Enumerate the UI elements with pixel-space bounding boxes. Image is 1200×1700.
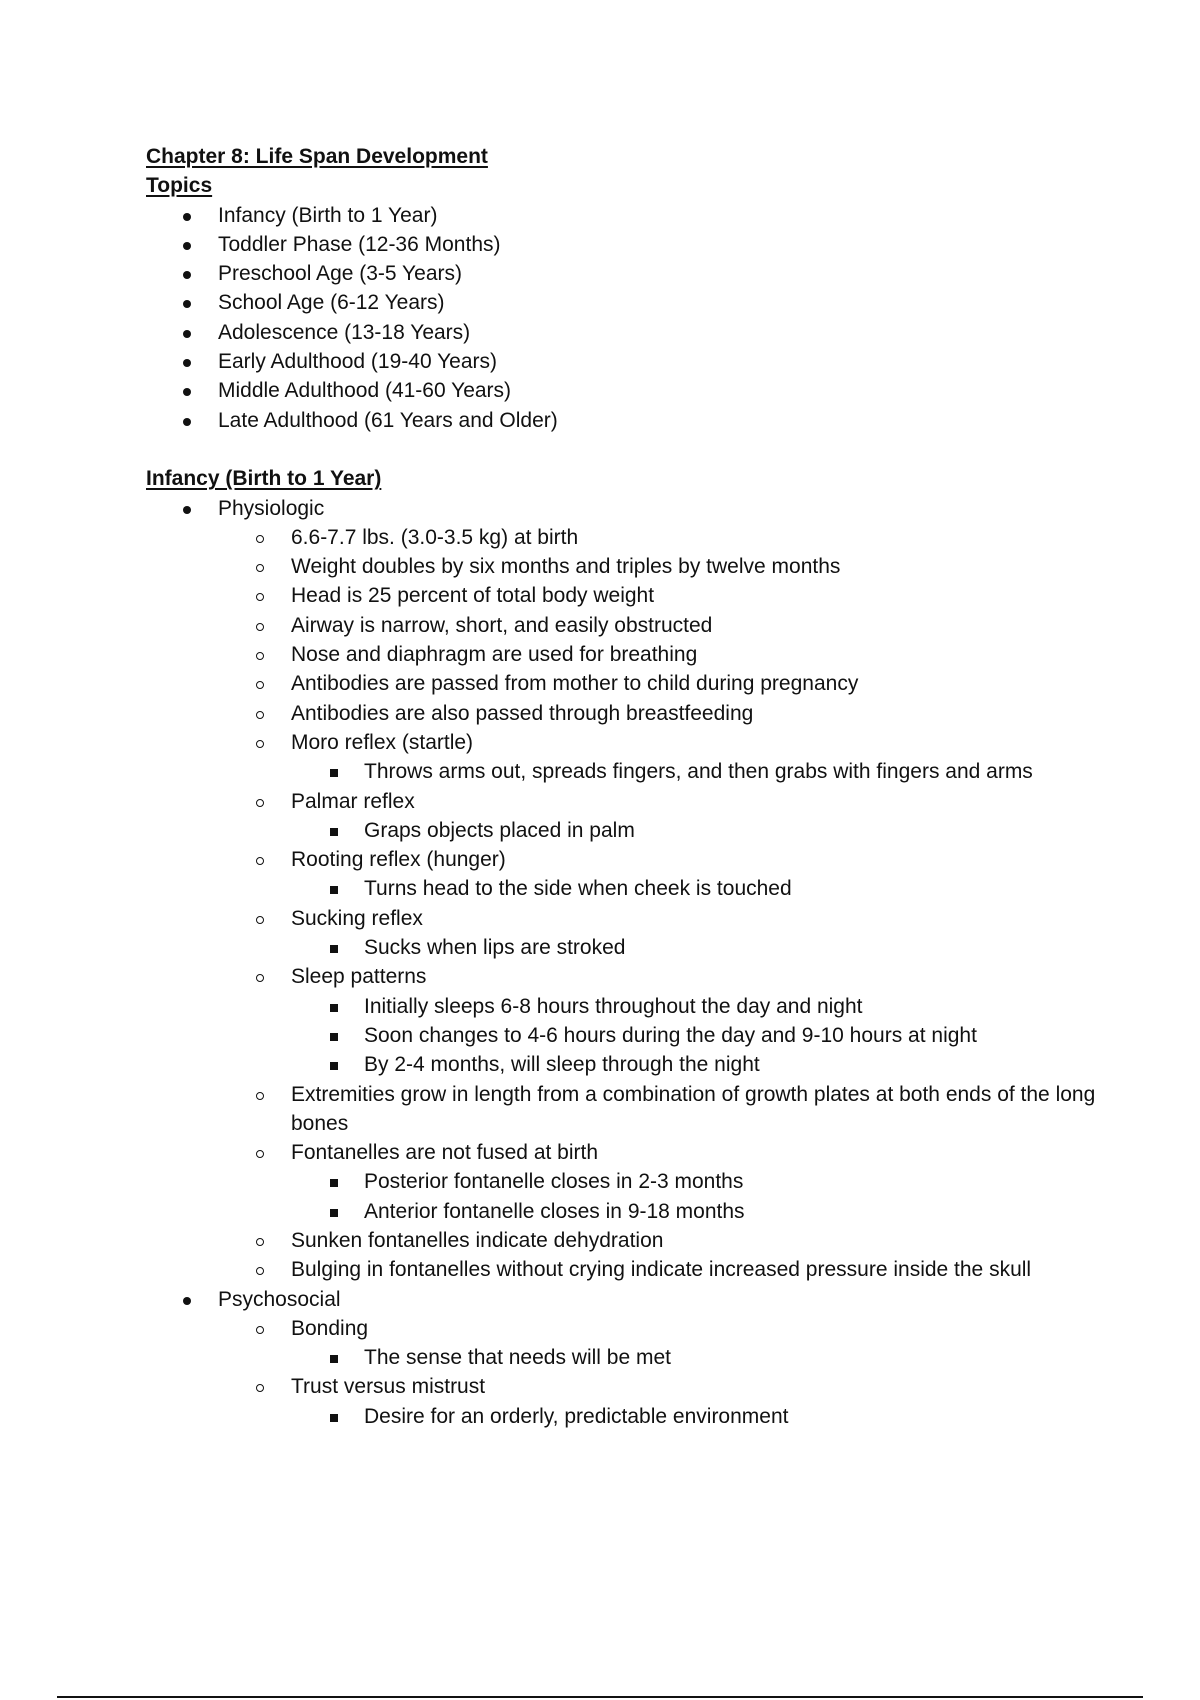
bullet-disc-icon bbox=[183, 388, 191, 396]
bullet-square-icon bbox=[330, 1033, 338, 1041]
bullet-square-icon bbox=[330, 1062, 338, 1070]
list-item: The sense that needs will be met bbox=[146, 1343, 1126, 1372]
list-item: Preschool Age (3-5 Years) bbox=[146, 259, 1126, 288]
list-item: Airway is narrow, short, and easily obstructed bbox=[146, 611, 1126, 640]
bullet-disc-icon bbox=[183, 359, 191, 367]
bullet-circle-icon bbox=[256, 916, 264, 924]
bullet-circle-icon bbox=[256, 564, 264, 572]
list-item: Middle Adulthood (41-60 Years) bbox=[146, 376, 1126, 405]
list-item: Nose and diaphragm are used for breathing bbox=[146, 640, 1126, 669]
bullet-circle-icon bbox=[256, 1092, 264, 1100]
bullet-circle-icon bbox=[256, 1150, 264, 1158]
bullet-square-icon bbox=[330, 1209, 338, 1217]
list-item: Sleep patterns bbox=[146, 962, 1126, 991]
list-item: Palmar reflex bbox=[146, 787, 1126, 816]
bullet-disc-icon bbox=[183, 271, 191, 279]
document-page bbox=[146, 142, 1126, 1431]
bullet-square-icon bbox=[330, 886, 338, 894]
list-item: Trust versus mistrust bbox=[146, 1372, 1126, 1401]
list-item: Infancy (Birth to 1 Year) bbox=[146, 201, 1126, 230]
infancy-list bbox=[146, 494, 1126, 1432]
bullet-circle-icon bbox=[256, 711, 264, 719]
list-item: Adolescence (13-18 Years) bbox=[146, 318, 1126, 347]
bullet-square-icon bbox=[330, 1004, 338, 1012]
bullet-circle-icon bbox=[256, 974, 264, 982]
bullet-square-icon bbox=[330, 945, 338, 953]
list-item: By 2-4 months, will sleep through the night bbox=[146, 1050, 1126, 1079]
list-item: Antibodies are also passed through breastfeeding bbox=[146, 699, 1126, 728]
infancy-heading: Infancy (Birth to 1 Year) bbox=[146, 467, 382, 491]
bullet-disc-icon bbox=[183, 213, 191, 221]
bullet-disc-icon bbox=[183, 330, 191, 338]
bullet-disc-icon bbox=[183, 242, 191, 250]
bullet-circle-icon bbox=[256, 1238, 264, 1246]
list-item: Sunken fontanelles indicate dehydration bbox=[146, 1226, 1126, 1255]
list-item: Graps objects placed in palm bbox=[146, 816, 1126, 845]
bullet-square-icon bbox=[330, 1179, 338, 1187]
bullet-circle-icon bbox=[256, 623, 264, 631]
list-item: Bulging in fontanelles without crying indicate increased pressure inside the skull bbox=[146, 1255, 1126, 1284]
list-item: Sucks when lips are stroked bbox=[146, 933, 1126, 962]
chapter-title: Chapter 8: Life Span Development bbox=[146, 145, 488, 168]
list-item: Rooting reflex (hunger) bbox=[146, 845, 1126, 874]
list-item: Moro reflex (startle) bbox=[146, 728, 1126, 757]
list-item: Turns head to the side when cheek is touched bbox=[146, 874, 1126, 903]
bullet-disc-icon bbox=[183, 506, 191, 514]
bullet-square-icon bbox=[330, 1355, 338, 1363]
list-item: Posterior fontanelle closes in 2-3 months bbox=[146, 1167, 1126, 1196]
list-item: Early Adulthood (19-40 Years) bbox=[146, 347, 1126, 376]
list-item: Weight doubles by six months and triples by twelve months bbox=[146, 552, 1126, 581]
list-item: Toddler Phase (12-36 Months) bbox=[146, 230, 1126, 259]
list-item: Late Adulthood (61 Years and Older) bbox=[146, 406, 1126, 435]
list-item: Throws arms out, spreads fingers, and then grabs with fingers and arms bbox=[146, 757, 1126, 786]
page-bottom-rule bbox=[57, 1696, 1143, 1698]
bullet-circle-icon bbox=[256, 799, 264, 807]
bullet-square-icon bbox=[330, 769, 338, 777]
list-item: Desire for an orderly, predictable environment bbox=[146, 1402, 1126, 1431]
list-item: Antibodies are passed from mother to child during pregnancy bbox=[146, 669, 1126, 698]
list-item: Soon changes to 4-6 hours during the day and 9-10 hours at night bbox=[146, 1021, 1126, 1050]
list-item: Physiologic bbox=[146, 494, 1126, 523]
topics-heading: Topics bbox=[146, 174, 213, 198]
bullet-square-icon bbox=[330, 1414, 338, 1422]
bullet-circle-icon bbox=[256, 1384, 264, 1392]
list-item: School Age (6-12 Years) bbox=[146, 288, 1126, 317]
list-item: Extremities grow in length from a combination of growth plates at both ends of the long bones bbox=[146, 1080, 1131, 1139]
bullet-disc-icon bbox=[183, 300, 191, 308]
bullet-circle-icon bbox=[256, 1267, 264, 1275]
bullet-circle-icon bbox=[256, 857, 264, 865]
bullet-circle-icon bbox=[256, 1326, 264, 1334]
bullet-circle-icon bbox=[256, 593, 264, 601]
bullet-circle-icon bbox=[256, 740, 264, 748]
spacer bbox=[146, 435, 1126, 464]
list-item: Anterior fontanelle closes in 9-18 months bbox=[146, 1197, 1126, 1226]
bullet-circle-icon bbox=[256, 652, 264, 660]
list-item: Bonding bbox=[146, 1314, 1126, 1343]
bullet-circle-icon bbox=[256, 535, 264, 543]
bullet-square-icon bbox=[330, 828, 338, 836]
bullet-disc-icon bbox=[183, 418, 191, 426]
list-item: 6.6-7.7 lbs. (3.0-3.5 kg) at birth bbox=[146, 523, 1126, 552]
list-item: Sucking reflex bbox=[146, 904, 1126, 933]
bullet-circle-icon bbox=[256, 681, 264, 689]
topics-list bbox=[146, 201, 1126, 435]
list-item: Fontanelles are not fused at birth bbox=[146, 1138, 1126, 1167]
bullet-disc-icon bbox=[183, 1297, 191, 1305]
list-item: Head is 25 percent of total body weight bbox=[146, 581, 1126, 610]
list-item: Initially sleeps 6-8 hours throughout the day and night bbox=[146, 992, 1126, 1021]
list-item: Psychosocial bbox=[146, 1285, 1126, 1314]
